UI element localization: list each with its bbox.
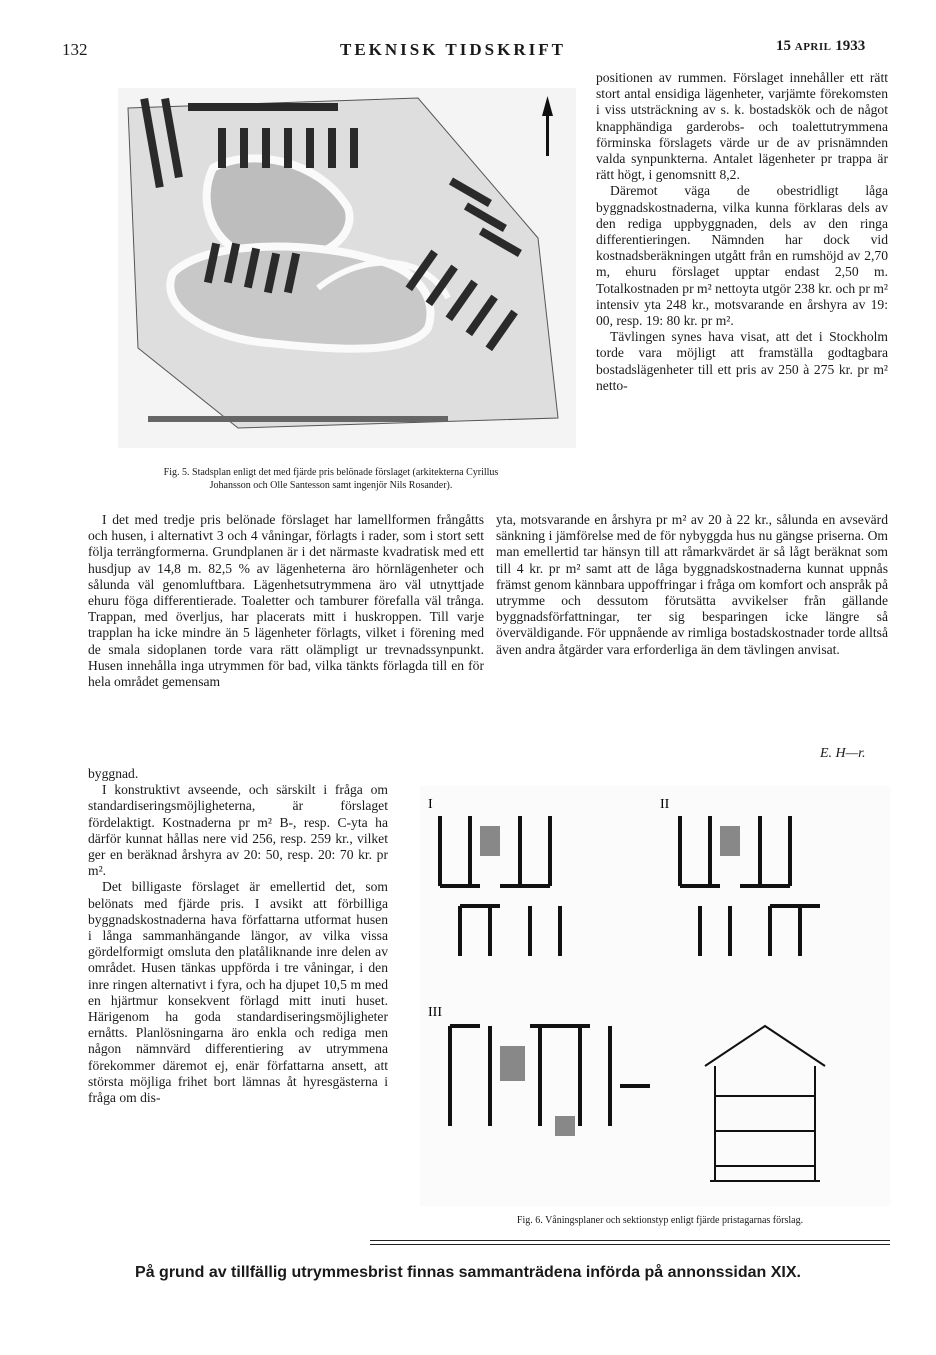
issue-day: 15 <box>776 38 791 54</box>
left-paragraph-3: Det billigaste förslaget är emellertid det, som belönats med fjärde pris. I avsikt att förbilliga byggnadskostnaderna hava författarna utformat husen i långa sammanhängande längor, av vilka vissa gördelformigt omsluta den platåliknande inre delen av området. Husen tänkas uppförda i tre våningar, i den inre ringen alternativt i fyra, och ha djupet 10,5 m med en hjärtmur konsekvent förlagd mitt inuti huset. Härigenom ha goda standardiseringsmöjligheter ernåtts. Planlösningarna äro enkla och rediga men någon nämnvärd differentiering av utrymmena förekommer däremot ej, enär författarna ansett, att största möjliga frihet bort lämnas åt hyresgästerna i fråga om dis- <box>88 879 388 1106</box>
issue-date <box>776 38 865 55</box>
right-paragraph-3: Tävlingen synes hava visat, att det i Stockholm torde vara möjligt att framställa godtagbara bostadslägenheter till ett pris av 250 à 275 kr. pr m² netto- <box>596 329 888 393</box>
issue-year: 1933 <box>835 38 866 54</box>
page-number: 132 <box>62 40 88 59</box>
footer-rule-top <box>370 1240 890 1241</box>
floor-plans-figure <box>420 786 890 1206</box>
figure5-caption-line1: Fig. 5. Stadsplan enligt det med fjärde pris belönade förslaget (arkitekterna Cyrillus <box>163 467 499 478</box>
figure5-caption <box>88 466 574 492</box>
left-paragraph-1-end: byggnad. <box>88 766 139 781</box>
figure6-caption: Fig. 6. Våningsplaner och sektionstyp enligt fjärde pristagarnas förslag. <box>516 1215 804 1226</box>
right-paragraph-2: Däremot väga de obestridligt låga byggnadskostnaderna, vilka kunna förklaras dels av den rediga uppbyggnaden, dels av den ringa differentieringen. Nämnden har dock vid kostnadsberäkningen utgått från en rumshöjd av 2,70 m, ehuru förslaget upptar endast 2,50 m. Totalkostnaden pr m² nettoyta utgör 238 kr. och pr m² intensiv yta 248 kr., motsvarande en årshyra av 19: 00, resp. 19: 80 kr. pr m². <box>596 183 888 329</box>
footer-rule-bottom <box>370 1244 890 1245</box>
left-paragraph-1: I det med tredje pris belönade förslaget har lamellformen frångåtts och husen, i alternativt 3 och 4 våningar, förlagts i rader, som i stort sett följa terrängformerna. Grundplanen är i det närmaste kvadratisk med ett husdjup av 14,8 m. 82,5 % av lägenheterna äro hörnlägenheter och sålunda väl genomluftbara. Lägenhetsutrymmena äro väl utnyttjade ehuru föga differentierade. Toaletter och tamburer förefalla väl trånga. Trappan, med överljus, har placerats mitt i huskroppen. Till varje trapplan ha icke mindre än 5 lägenheter förlagts, vilket i förening med de smala sidoplanen torde vara rätt olämpligt ur trevnadssynpunkt. Husen innehålla inga utrymmen för bad, vilka tänkts förlagda till en för hela området gemensam <box>88 512 484 690</box>
figure5-caption-line2: Johansson och Olle Santesson samt ingenjör Nils Rosander). <box>209 480 453 491</box>
left-paragraph-2: I konstruktivt avseende, och särskilt i fråga om standardiseringsmöjligheterna, är förslaget fördelaktigt. Kostnaderna pr m² B-, resp. C-yta ha därför kunnat hållas nere vid 256, resp. 259 kr., vilket ger en beräknad årshyra av 20: 50, resp. 20: 70 kr. pr m². <box>88 782 388 879</box>
site-plan-figure <box>118 88 576 448</box>
right-paragraph-1: positionen av rummen. Förslaget innehåller ett rätt stort antal ensidiga lägenheter, varjämte förekomsten i viss utsträckning av s. k. bostadskök och de något knapphändiga garderobs- och toalettutrymmena förminska förslagets värde ur de av prisnämnden valda synpunkterna. Antalet lägenheter pr trappa är rätt högt, i genomsnitt 8,2. <box>596 70 888 183</box>
author-signature: E. H—r. <box>820 746 866 761</box>
fig6-label-1: I <box>428 797 433 812</box>
left-narrow-text <box>88 766 388 1106</box>
fig6-label-2: II <box>660 797 670 812</box>
journal-title: TEKNISK TIDSKRIFT <box>340 40 566 59</box>
issue-month: APRIL <box>794 41 832 53</box>
right-continuation: yta, motsvarande en årshyra pr m² av 20 à 22 kr., sålunda en avsevärd sänkning i jämförelse med de för nybyggda hus nu gängse priserna. Om man emellertid tar hänsyn till att råmarkvärdet är så lågt beräknat som till 4 kr. pr m² samt att de låga byggnadskostnaderna kunnat uppnås främst genom kännbara uppoffringar i fråga om komfort och anspråk på utrymme och dessutom förutsätta avvikelser från gällande byggnadsförfattningar, ter sig besparingen icke längre så överväldigande. För uppnående av rimliga bostadskostnader torde alltså även andra åtgärder vara erforderliga än dem tävlingen anvisat. <box>496 512 888 657</box>
fig6-label-3: III <box>428 1005 442 1020</box>
right-continuation-text <box>496 512 888 658</box>
footer-notice: På grund av tillfällig utrymmesbrist finnas sammanträdena införda på annonssidan XIX. <box>135 1264 801 1281</box>
right-column-text <box>596 70 888 394</box>
left-column-text <box>88 512 484 690</box>
